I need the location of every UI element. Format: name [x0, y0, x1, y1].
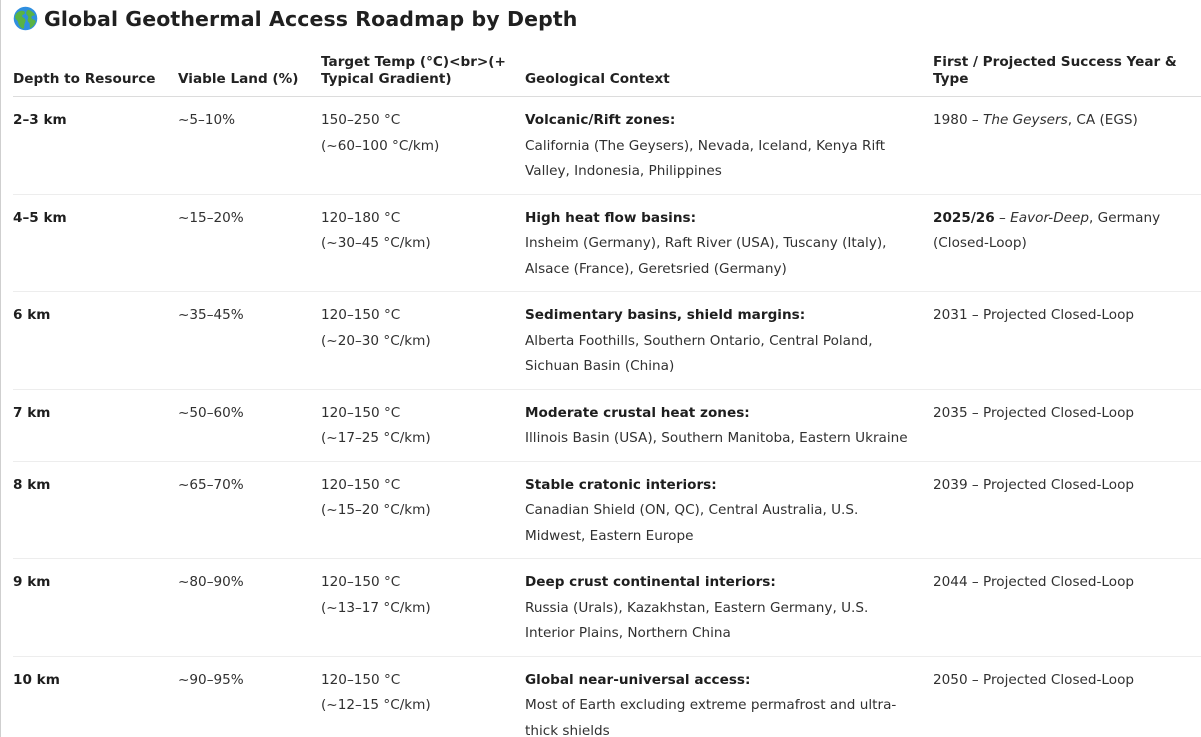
temp-gradient: (~15–20 °C/km): [321, 502, 431, 518]
cell-target-temp: [321, 97, 525, 195]
cell-viable-land: [178, 194, 321, 292]
cell-viable-land: [178, 292, 321, 390]
viable-land-value: ~80–90%: [178, 574, 244, 590]
context-text: Insheim (Germany), Raft River (USA), Tuscany (Italy), Alsace (France), Geretsried (Germany): [525, 235, 887, 277]
cell-geological-context: [525, 292, 933, 390]
viable-land-value: ~15–20%: [178, 209, 244, 226]
header-depth[interactable]: Depth to Resource: [13, 52, 178, 97]
cell-viable-land: [178, 559, 321, 657]
table-row: [13, 389, 1201, 461]
year-tail: , Germany (Closed-Loop): [933, 209, 1161, 251]
cell-success-year: [933, 194, 1201, 292]
year-text: 2050 – Projected Closed-Loop: [933, 671, 1135, 688]
temp-gradient: (~12–15 °C/km): [321, 697, 431, 713]
cell-depth: [13, 97, 178, 195]
roadmap-table: [13, 52, 1201, 737]
table-row: [13, 194, 1201, 292]
temp-gradient: (~17–25 °C/km): [321, 430, 431, 446]
header-target-temp-line2: Typical Gradient): [321, 71, 452, 87]
temp-range: 120–150 °C: [321, 671, 401, 688]
cell-viable-land: [178, 461, 321, 559]
cell-depth: [13, 461, 178, 559]
page-title: [13, 6, 577, 31]
year-text: 2031 – Projected Closed-Loop: [933, 307, 1135, 323]
context-title: Sedimentary basins, shield margins:: [525, 307, 806, 323]
cell-viable-land: [178, 389, 321, 461]
cell-geological-context: [525, 194, 933, 292]
context-title: Moderate crustal heat zones:: [525, 404, 750, 421]
cell-target-temp: [321, 292, 525, 390]
depth-value: 10 km: [13, 671, 60, 688]
cell-target-temp: [321, 559, 525, 657]
temp-range: 150–250 °C: [321, 112, 401, 128]
cell-success-year: [933, 559, 1201, 657]
depth-value: 4–5 km: [13, 209, 67, 226]
header-success-year[interactable]: First / Projected Success Year & Type: [933, 52, 1201, 97]
header-geological-context[interactable]: Geological Context: [525, 52, 933, 97]
context-text: Most of Earth excluding extreme permafrost and ultra-thick shields: [525, 697, 897, 737]
table-row: [13, 461, 1201, 559]
depth-value: 8 km: [13, 476, 51, 493]
cell-target-temp: [321, 194, 525, 292]
cell-target-temp: [321, 389, 525, 461]
context-title: Global near-universal access:: [525, 671, 751, 688]
cell-depth: [13, 389, 178, 461]
viable-land-value: ~65–70%: [178, 476, 244, 493]
year-tail: , CA (EGS): [1067, 112, 1138, 128]
year-text: 2044 – Projected Closed-Loop: [933, 574, 1135, 590]
year-text: –: [994, 209, 1011, 226]
cell-target-temp: [321, 461, 525, 559]
context-text: Alberta Foothills, Southern Ontario, Central Poland, Sichuan Basin (China): [525, 332, 873, 374]
header-target-temp-line1: Target Temp (°C)<br>(+: [321, 54, 506, 70]
depth-value: 6 km: [13, 307, 51, 323]
context-title: High heat flow basins:: [525, 209, 697, 226]
temp-range: 120–180 °C: [321, 209, 401, 226]
viable-land-value: ~50–60%: [178, 404, 244, 421]
table-header-row: [13, 52, 1201, 97]
depth-value: 2–3 km: [13, 112, 67, 128]
temp-gradient: (~30–45 °C/km): [321, 235, 431, 251]
depth-value: 9 km: [13, 574, 51, 590]
globe-icon: [13, 6, 38, 31]
temp-range: 120–150 °C: [321, 404, 401, 421]
cell-geological-context: [525, 559, 933, 657]
cell-success-year: [933, 389, 1201, 461]
cell-success-year: [933, 292, 1201, 390]
table-row: [13, 97, 1201, 195]
context-text: California (The Geysers), Nevada, Iceland, Kenya Rift Valley, Indonesia, Philippines: [525, 137, 886, 179]
cell-geological-context: [525, 461, 933, 559]
table-row: [13, 656, 1201, 737]
header-viable-land[interactable]: Viable Land (%): [178, 52, 321, 97]
context-text: Russia (Urals), Kazakhstan, Eastern Germany, U.S. Interior Plains, Northern China: [525, 599, 869, 641]
table-body: [13, 97, 1201, 737]
viable-land-value: ~35–45%: [178, 307, 244, 323]
cell-geological-context: [525, 389, 933, 461]
temp-gradient: (~13–17 °C/km): [321, 599, 431, 616]
cell-success-year: [933, 97, 1201, 195]
year-text: 2035 – Projected Closed-Loop: [933, 404, 1135, 421]
table-row: [13, 559, 1201, 657]
context-title: Volcanic/Rift zones:: [525, 112, 676, 128]
context-title: Stable cratonic interiors:: [525, 476, 717, 493]
cell-viable-land: [178, 97, 321, 195]
temp-range: 120–150 °C: [321, 574, 401, 590]
year-project-name: The Geysers: [983, 112, 1068, 128]
temp-range: 120–150 °C: [321, 307, 401, 323]
cell-viable-land: [178, 656, 321, 737]
cell-geological-context: [525, 97, 933, 195]
cell-depth: [13, 559, 178, 657]
year-text: 2039 – Projected Closed-Loop: [933, 476, 1135, 493]
context-title: Deep crust continental interiors:: [525, 574, 776, 590]
temp-range: 120–150 °C: [321, 476, 401, 493]
year-text: 1980 –: [933, 112, 984, 128]
header-target-temp[interactable]: [321, 52, 525, 97]
context-text: Illinois Basin (USA), Southern Manitoba, Eastern Ukraine: [525, 430, 908, 446]
table-row: [13, 292, 1201, 390]
page-title-text: Global Geothermal Access Roadmap by Depth: [44, 7, 578, 31]
cell-target-temp: [321, 656, 525, 737]
year-lead: 2025/26: [933, 209, 995, 226]
cell-depth: [13, 292, 178, 390]
cell-geological-context: [525, 656, 933, 737]
cell-depth: [13, 194, 178, 292]
cell-success-year: [933, 461, 1201, 559]
viable-land-value: ~90–95%: [178, 671, 244, 688]
temp-gradient: (~20–30 °C/km): [321, 332, 431, 349]
cell-success-year: [933, 656, 1201, 737]
context-text: Canadian Shield (ON, QC), Central Australia, U.S. Midwest, Eastern Europe: [525, 502, 859, 544]
year-project-name: Eavor-Deep: [1010, 209, 1090, 226]
temp-gradient: (~60–100 °C/km): [321, 137, 440, 154]
depth-value: 7 km: [13, 404, 51, 421]
viable-land-value: ~5–10%: [178, 112, 236, 128]
cell-depth: [13, 656, 178, 737]
